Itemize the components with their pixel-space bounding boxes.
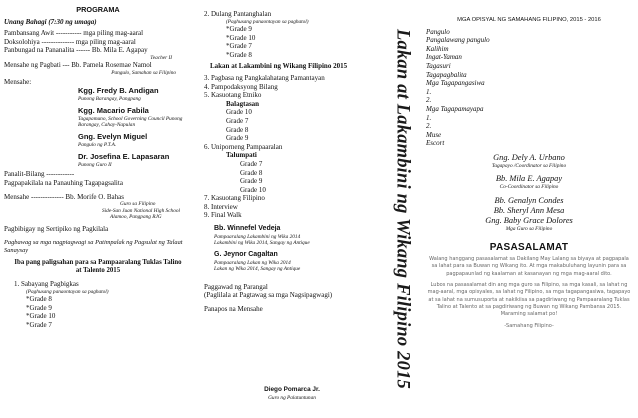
speaker-block-4 — [4, 153, 192, 168]
speaker-role: Pangulo ng P.T.A. — [78, 141, 117, 148]
teacher-name: Bb. Sheryl Ann Mesa — [493, 205, 565, 215]
list-item: Grade 7 — [226, 116, 249, 125]
list-item: Tagasuri — [426, 61, 451, 70]
back-panel — [420, 0, 638, 418]
speaker-block-1 — [4, 87, 192, 102]
list-item: 2. — [426, 122, 432, 131]
list-item: Grade 9 — [240, 177, 263, 186]
thanks-paragraph: Walang hanggang pasasalamat sa Dakilang May Lalang sa biyaya at pagpapala sa lahat para sa Buwan ng Wikang ito. At mga makabuluhang layunin para sa pagpapaunlad ng kaalaman at kasanayan ng mga mag-aaral dito. — [429, 256, 629, 277]
judge-role: Pampaaralang Lakambini ng Wika 2014 — [214, 233, 301, 240]
program-item-awarding: Paggawad ng Parangal — [204, 282, 268, 291]
program-item-closing: Panapos na Mensahe — [204, 305, 263, 314]
list-item: *Grade 10 — [226, 33, 256, 42]
officers-list — [426, 28, 632, 148]
adviser-role: Tagapayo /Coordinator sa Filipino — [491, 162, 567, 169]
teacher-name: Gng. Baby Grace Dolores — [485, 215, 573, 225]
messages-label: Mensahe: — [4, 78, 32, 87]
speaker-block-3 — [4, 133, 192, 148]
list-item: *Grade 8 — [226, 50, 252, 59]
program-item-certificate: Pagbibigay ng Sertipiko ng Pagkilala — [4, 225, 109, 234]
list-item: Mga Tagapangasiwa — [426, 79, 485, 88]
contest-note: (Paghusang panaontayan sa paghatol) — [26, 288, 109, 295]
speaker-block-2 — [4, 107, 192, 128]
contest-item: 1. Sabayang Pagbigkas — [14, 280, 79, 289]
speaker-name: Kgg. Macario Fabila — [78, 105, 149, 115]
speaker-name: Dr. Josefina E. Lapasaran — [78, 152, 170, 162]
adviser-name: Gng. Dely A. Urbano — [493, 152, 565, 162]
list-item: Kalihim — [426, 44, 449, 53]
pageant-step: 3. Pagbasa ng Pangkalahatang Pamantayan — [204, 73, 325, 82]
program-item-song: Pagpapakilala na Panauhing Tagapagsalita — [4, 178, 123, 187]
drama-note: (Paghusang panaontayan sa paghatol) — [226, 18, 309, 25]
co-adviser-name: Bb. Mila E. Agapay — [495, 174, 563, 184]
judge-block-1 — [204, 225, 380, 246]
list-item: Grade 10 — [240, 185, 266, 194]
list-item: 2. — [426, 96, 432, 105]
list-item: Mga Tagapamayapa — [426, 104, 484, 113]
list-item: 1. — [426, 87, 432, 96]
list-item: *Grade 9 — [226, 25, 252, 33]
list-item: Grade 7 — [240, 159, 263, 168]
contest-grade-list — [4, 295, 192, 329]
program-item-welcome: Mensahe ng Pagbati --- Bb. Pamela Rosemae Namol — [4, 61, 152, 70]
emcee-block — [200, 386, 384, 401]
officers-title: MGA OPISYAL NG SAMAHANG FILIPINO, 2015 - 2016 — [457, 17, 601, 23]
list-item: Pangalawang pangulo — [426, 36, 490, 45]
list-item: *Grade 7 — [26, 320, 52, 329]
program-title: PROGRAMA — [76, 5, 120, 14]
program-item-oath: Pagbawag sa mga nagpiagwagi sa Patimpalak ng Pagsulat ng Talaat Sanaysay — [4, 238, 183, 254]
list-item: Grade 10 — [226, 108, 252, 117]
judge-block-2 — [204, 251, 380, 272]
teacher-name: Bb. Genalyn Condes — [494, 195, 564, 205]
judge-name: G. Jeynor Cagaltan — [214, 251, 278, 259]
list-item: Grade 8 — [226, 125, 249, 134]
welcome-role: Pangulo, Samahan sa Filipino — [111, 69, 176, 76]
pageant-step: 4. Pampodaksyong Bilang — [204, 82, 278, 91]
speaker-name: Kgg. Fredy B. Andigan — [78, 85, 159, 95]
pageant-step: 6. Uniporneng Pampaaralan — [204, 142, 283, 151]
awarding-subtitle: (Paglilala at Pagtawag sa mga Nagsipagwagi) — [204, 291, 333, 300]
opening-role: Teacher II — [150, 54, 172, 61]
list-item: Tagapagbalita — [426, 70, 467, 79]
judge-role: Pampaaralang Lakan ng Wika 2014 — [214, 260, 291, 267]
list-item: *Grade 7 — [226, 42, 252, 51]
guest-role-3: Alamoo, Pangpang RJG — [110, 213, 162, 220]
spine-title: Lakan at Lakambini ng Wikang Filipino 2015 — [392, 29, 413, 389]
list-item: Escort — [426, 139, 445, 148]
judge-role: Lakan ng Wika 2014, Sangay ng Antique — [214, 266, 301, 273]
program-panel-1 — [0, 0, 196, 418]
speaker-role: Punong Barangay, Pangpang — [78, 95, 141, 102]
pageant-step: 9. Final Walk — [204, 211, 242, 220]
program-item-guest-message: Mensahe -------------- Bb. Morife O. Bahas — [4, 192, 124, 201]
program-panel-2 — [200, 0, 384, 418]
program-item-drama: 2. Dulang Pantanghalan — [204, 10, 272, 18]
list-item: Grade 8 — [240, 168, 263, 177]
program-item-intro: Panalit-Bilang ------------ — [4, 170, 75, 179]
judge-role: Lakambini ng Wika 2014, Sangay ng Antique — [214, 240, 310, 247]
emcee-name: Diego Pomarca Jr. — [264, 386, 320, 393]
list-item: *Grade 8 — [26, 295, 52, 304]
pageant-step: 7. Kasuotang Filipino — [204, 194, 265, 203]
list-item: Pangulo — [426, 27, 450, 36]
list-item: 1. — [426, 113, 432, 122]
drama-grade-list — [204, 25, 380, 59]
list-item: *Grade 9 — [26, 303, 52, 312]
judge-name: Bb. Winnefel Vedeja — [214, 225, 281, 233]
program-item-prayer: Doksolohiya -------------- mga piling mag-aaral — [4, 37, 136, 46]
program-item-anthem: Pambansang Awit ----------- mga piling mag-aaral — [4, 29, 144, 38]
guest-role-1: Guro sa Filipino — [120, 201, 156, 208]
ethnic-grade-list — [204, 108, 380, 142]
teachers-role: Mga Guro sa Filipino — [505, 225, 553, 232]
speaker-role: Tagapamuno, School Governing Council Punong Barangay, Cahay-Napulan — [78, 115, 183, 128]
list-item: Ingat-Yaman — [426, 53, 462, 62]
pageant-step: 5. Kasuotang Etniko — [204, 91, 262, 100]
program-item-opening: Panbungad na Pananalita ------ Bb. Mila E. Agapay — [4, 46, 148, 55]
thanks-title: PASASALAMAT — [489, 242, 569, 254]
thanks-signature: -Samahang Filipino- — [504, 322, 554, 329]
session-heading: Unang Bahagi (7:30 ng umaga) — [4, 17, 97, 26]
contest-title: Iba pang paligsahan para sa Pampaaralang Tuklas Talino at Talento 2015 — [14, 259, 182, 275]
thanks-paragraph: Lubos na pasasalamat din ang mga guro sa Filipino, sa mga kasali, sa lahat ng mag-aaral, mga opisyales, sa lahat ng Filipino, sa mga tagapangasiwa, tagapayo at sa lahat na sumusuporta at nakikiisa sa pagdiriwang ng Pampaaralang Tuklas Talino at Talento at sa pagdiriwang ng Buwan ng Wikang Pambansa 2015. — [427, 282, 631, 310]
list-item: Muse — [426, 130, 442, 139]
spine-panel — [388, 0, 416, 418]
thanks-closing: Maraming salamat po! — [500, 311, 558, 318]
speaker-name: Gng. Evelyn Miguel — [78, 132, 148, 142]
uniform-grade-list — [204, 160, 380, 194]
list-item: *Grade 10 — [26, 312, 56, 321]
ethnic-subtitle: Balagtasan — [226, 99, 260, 108]
pageant-heading: Lakan at Lakambini ng Wikang Filipino 2015 — [210, 62, 348, 71]
emcee-role: Guro ng Palatuntunan — [268, 394, 316, 401]
pageant-step: 8. Interview — [204, 202, 238, 211]
co-adviser-role: Co-Coordinator sa Filipino — [499, 184, 559, 191]
guest-role-2: Side-San Juan National High School — [102, 207, 180, 214]
list-item: Grade 9 — [226, 134, 249, 143]
speaker-role: Punong Guro II — [78, 161, 112, 168]
uniform-subtitle: Talumpati — [226, 151, 257, 160]
